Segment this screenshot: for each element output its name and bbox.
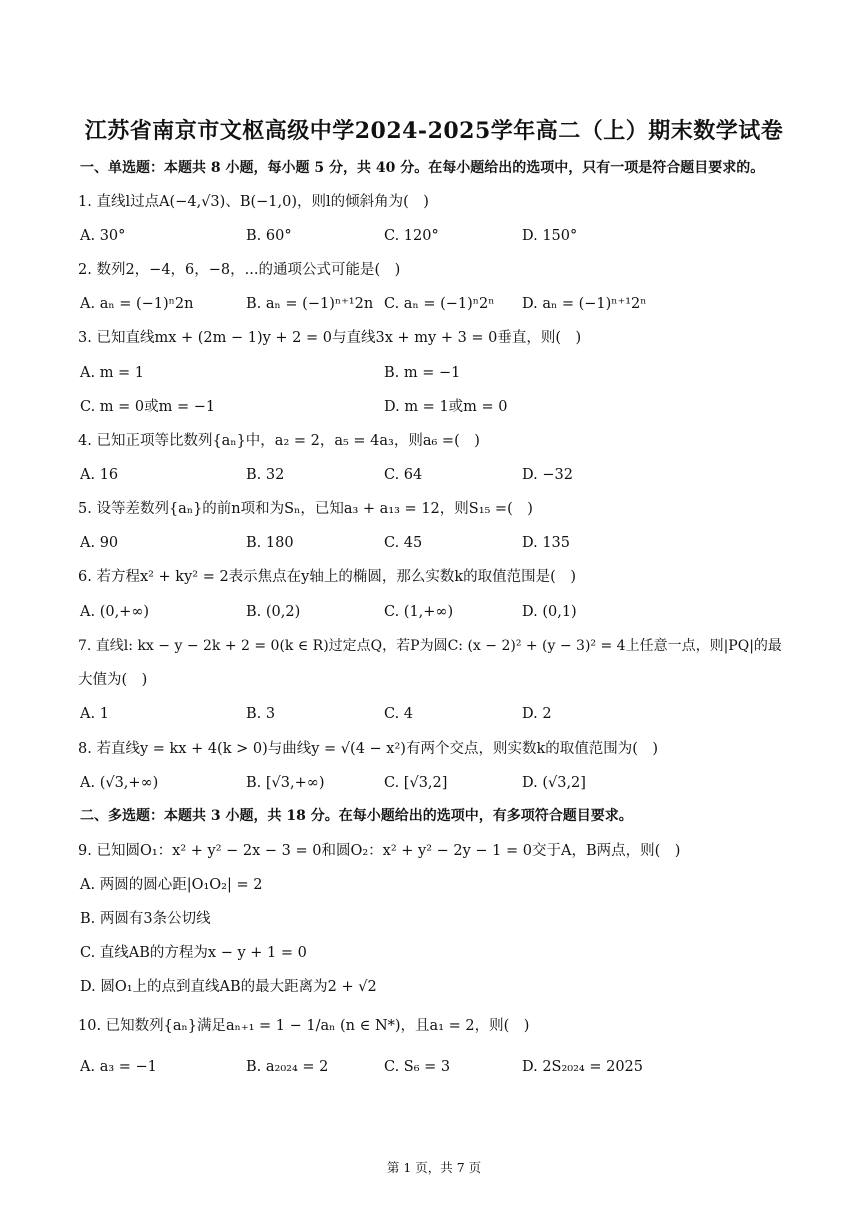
question-stem-4: 4. 已知正项等比数列{aₙ}中，a₂ = 2，a₅ = 4a₃，则a₆ =( ) <box>78 433 480 449</box>
option-4b: B. 32 <box>246 467 285 483</box>
question-stem-1: 1. 直线l过点A(−4,√3)、B(−1,0)，则l的倾斜角为( ) <box>78 194 429 210</box>
option-10a: A. a₃ = −1 <box>80 1059 157 1075</box>
option-10d: D. 2S₂₀₂₄ = 2025 <box>522 1059 644 1075</box>
question-stem-3: 3. 已知直线mx + (2m − 1)y + 2 = 0与直线3x + my + 3 = 0垂直，则( ) <box>78 330 582 346</box>
option-1a: A. 30° <box>80 228 126 244</box>
option-5c: C. 45 <box>384 535 423 551</box>
option-2a: A. aₙ = (−1)ⁿ2n <box>80 296 194 312</box>
option-1b: B. 60° <box>246 228 292 244</box>
option-5a: A. 90 <box>80 535 119 551</box>
page-footer: 第 1 页，共 7 页 <box>386 1160 482 1175</box>
question-stem-2: 2. 数列2，−4，6，−8，...的通项公式可能是( ) <box>78 262 401 278</box>
section-heading-multiple-choice: 二、多选题：本题共 3 小题，共 18 分。在每小题给出的选项中，有多项符合题目要求。 <box>80 808 633 824</box>
option-8c: C. [√3,2] <box>384 775 448 791</box>
option-8d: D. (√3,2] <box>522 775 586 791</box>
option-2d: D. aₙ = (−1)ⁿ⁺¹2ⁿ <box>522 296 647 312</box>
option-7c: C. 4 <box>384 706 414 722</box>
option-3c: C. m = 0或m = −1 <box>80 399 216 415</box>
option-6b: B. (0,2) <box>246 604 301 620</box>
question-stem-6: 6. 若方程x² + ky² = 2表示焦点在y轴上的椭圆，那么实数k的取值范围是( ) <box>78 569 576 585</box>
option-6c: C. (1,+∞) <box>384 604 454 620</box>
option-10b: B. a₂₀₂₄ = 2 <box>246 1059 329 1075</box>
question-stem-8: 8. 若直线y = kx + 4(k > 0)与曲线y = √(4 − x²)有两个交点，则实数k的取值范围为( ) <box>78 741 659 757</box>
question-stem-7: 7. 直线l: kx − y − 2k + 2 = 0(k ∈ R)过定点Q，若P为圆C: (x − 2)² + (y − 3)² = 4上任意一点，则|PQ|的最 <box>78 638 782 654</box>
question-stem-9: 9. 已知圆O₁：x² + y² − 2x − 3 = 0和圆O₂：x² + y² − 2y − 1 = 0交于A，B两点，则( ) <box>78 843 681 859</box>
option-10c: C. S₆ = 3 <box>384 1059 451 1075</box>
option-5d: D. 135 <box>522 535 571 551</box>
option-3a: A. m = 1 <box>80 365 145 381</box>
option-9d: D. 圆O₁上的点到直线AB的最大距离为2 + √2 <box>80 979 377 995</box>
option-8b: B. [√3,+∞) <box>246 775 325 791</box>
option-9c: C. 直线AB的方程为x − y + 1 = 0 <box>80 945 307 961</box>
option-3b: B. m = −1 <box>384 365 461 381</box>
option-1d: D. 150° <box>522 228 578 244</box>
option-4c: C. 64 <box>384 467 423 483</box>
option-7d: D. 2 <box>522 706 552 722</box>
option-9a: A. 两圆的圆心距|O₁O₂| = 2 <box>80 877 263 893</box>
option-6a: A. (0,+∞) <box>80 604 150 620</box>
option-2b: B. aₙ = (−1)ⁿ⁺¹2n <box>246 296 374 312</box>
question-stem-7-cont: 大值为( ) <box>78 672 148 688</box>
option-4a: A. 16 <box>80 467 119 483</box>
option-7b: B. 3 <box>246 706 276 722</box>
question-stem-10: 10. 已知数列{aₙ}满足aₙ₊₁ = 1 − 1/aₙ (n ∈ N*)，且a₁ = 2，则( ) <box>78 1018 530 1034</box>
page-title: 江苏省南京市文枢高级中学2024-2025学年高二（上）期末数学试卷 <box>84 118 784 144</box>
option-1c: C. 120° <box>384 228 439 244</box>
option-4d: D. −32 <box>522 467 573 483</box>
section-heading-single-choice: 一、单选题：本题共 8 小题，每小题 5 分，共 40 分。在每小题给出的选项中，只有一项是符合题目要求的。 <box>80 160 765 176</box>
option-9b: B. 两圆有3条公切线 <box>80 911 211 927</box>
option-2c: C. aₙ = (−1)ⁿ2ⁿ <box>384 296 495 312</box>
option-6d: D. (0,1) <box>522 604 577 620</box>
question-stem-5: 5. 设等差数列{aₙ}的前n项和为Sₙ，已知a₃ + a₁₃ = 12，则S₁₅ =( ) <box>78 501 533 517</box>
option-7a: A. 1 <box>80 706 109 722</box>
option-8a: A. (√3,+∞) <box>80 775 159 791</box>
option-3d: D. m = 1或m = 0 <box>384 399 508 415</box>
option-5b: B. 180 <box>246 535 294 551</box>
